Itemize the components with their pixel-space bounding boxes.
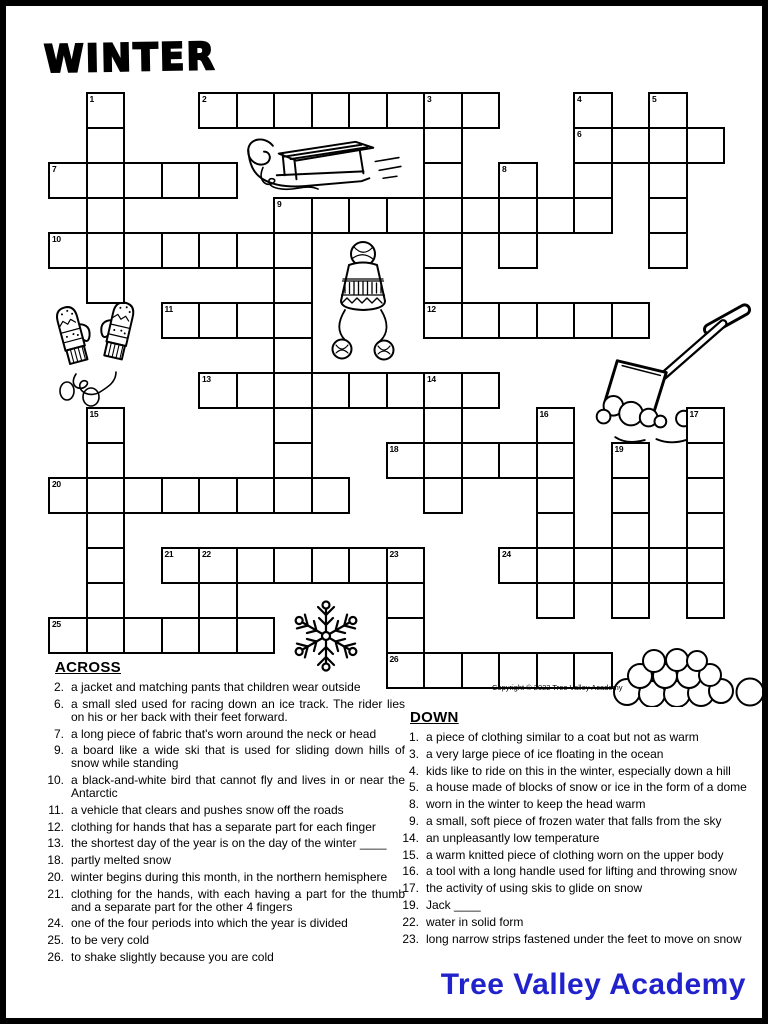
clue-item-20: [40, 871, 405, 884]
clue-number: 8: [502, 164, 507, 174]
clue-item-number: 24.: [47, 916, 64, 931]
copyright-text: Copyright © 2022 Tree Valley Academy: [492, 683, 623, 692]
grid-cell[interactable]: [686, 477, 726, 514]
grid-cell-6[interactable]: [573, 127, 613, 164]
grid-cell-21[interactable]: [161, 547, 201, 584]
grid-cell-14[interactable]: [423, 372, 463, 409]
clue-number: 4: [577, 94, 582, 104]
clue-item-4: [395, 765, 765, 778]
grid-cell[interactable]: [648, 197, 688, 234]
clue-item-6: [40, 698, 405, 724]
clue-item-text: partly melted snow: [71, 853, 172, 868]
grid-cell-13[interactable]: [198, 372, 238, 409]
clue-item-text: a small sled used for racing down an ice track. The rider lies on his or her back with their feet forward.: [71, 696, 405, 724]
grid-cell-20[interactable]: [48, 477, 88, 514]
grid-cell[interactable]: [461, 302, 501, 339]
grid-cell[interactable]: [198, 477, 238, 514]
grid-cell[interactable]: [348, 92, 388, 129]
clue-item-1: [395, 731, 765, 744]
grid-cell[interactable]: [198, 302, 238, 339]
clue-item-11: [40, 804, 405, 817]
grid-cell[interactable]: [86, 477, 126, 514]
clue-number: 3: [427, 94, 432, 104]
across-heading: ACROSS: [55, 659, 121, 676]
clue-item-number: 19.: [402, 897, 419, 912]
grid-cell[interactable]: [461, 372, 501, 409]
clue-item-text: the shortest day of the year is on the day of the winter ____: [71, 836, 387, 851]
clue-number: 17: [689, 409, 699, 419]
crossword-grid: [48, 92, 726, 690]
grid-cell[interactable]: [536, 197, 576, 234]
across-clue-list: [40, 681, 405, 964]
clue-item-number: 25.: [47, 933, 64, 948]
down-clue-list: [395, 731, 765, 945]
clue-item-number: 1.: [408, 730, 419, 744]
grid-cell[interactable]: [386, 617, 426, 654]
grid-cell[interactable]: [348, 197, 388, 234]
grid-cell[interactable]: [648, 232, 688, 269]
clue-item-text: a board like a wide ski that is used for sliding down hills of snow while standing: [71, 743, 405, 771]
clue-item-text: to be very cold: [71, 933, 150, 948]
grid-cell[interactable]: [423, 652, 463, 689]
clue-item-text: one of the four periods into which the year is divided: [71, 916, 348, 931]
clue-item-14: [395, 832, 765, 845]
clue-item-8: [395, 798, 765, 811]
grid-cell[interactable]: [123, 477, 163, 514]
grid-cell[interactable]: [648, 127, 688, 164]
clue-number: 22: [202, 549, 211, 559]
grid-cell[interactable]: [236, 92, 276, 129]
clue-number: 20: [52, 479, 61, 489]
grid-cell[interactable]: [386, 92, 426, 129]
grid-cell-25[interactable]: [48, 617, 88, 654]
grid-cell-2[interactable]: [198, 92, 238, 129]
clue-number: 24: [502, 549, 511, 559]
grid-cell[interactable]: [423, 197, 463, 234]
grid-cell[interactable]: [86, 127, 126, 164]
clue-item-text: a piece of clothing similar to a coat but not as warm: [426, 730, 699, 744]
clue-item-number: 26.: [47, 949, 64, 964]
clue-item-2: [40, 681, 405, 694]
clue-item-16: [395, 865, 765, 878]
grid-cell-17[interactable]: [686, 407, 726, 444]
grid-cell[interactable]: [161, 477, 201, 514]
grid-cell[interactable]: [86, 162, 126, 199]
clue-item-text: a jacket and matching pants that children wear outside: [71, 680, 361, 694]
clue-number: 26: [389, 654, 399, 664]
grid-cell-9[interactable]: [273, 197, 313, 234]
grid-cell-10[interactable]: [48, 232, 88, 269]
grid-cell[interactable]: [611, 302, 651, 339]
clue-item-24: [40, 917, 405, 930]
grid-cell[interactable]: [86, 512, 126, 549]
grid-cell[interactable]: [273, 302, 313, 339]
clue-number: 15: [89, 409, 99, 419]
page-title: WINTER: [43, 35, 217, 82]
clue-item-number: 11.: [48, 802, 64, 817]
grid-cell[interactable]: [198, 162, 238, 199]
clue-item-22: [395, 916, 765, 929]
clue-number: 12: [427, 304, 436, 314]
grid-cell-16[interactable]: [536, 407, 576, 444]
clue-item-text: kids like to ride on this in the winter, especially down a hill: [426, 763, 731, 778]
clue-number: 6: [577, 129, 582, 139]
grid-cell[interactable]: [611, 582, 651, 619]
clue-item-number: 5.: [408, 780, 419, 795]
grid-cell[interactable]: [611, 547, 651, 584]
grid-cell[interactable]: [423, 407, 463, 444]
grid-cell[interactable]: [536, 582, 576, 619]
clue-item-number: 12.: [47, 819, 64, 834]
grid-cell[interactable]: [311, 477, 351, 514]
grid-cell[interactable]: [348, 547, 388, 584]
grid-cell[interactable]: [273, 442, 313, 479]
grid-cell[interactable]: [161, 617, 201, 654]
grid-cell[interactable]: [236, 372, 276, 409]
grid-cell[interactable]: [423, 232, 463, 269]
clue-item-number: 6.: [53, 696, 64, 711]
grid-cell[interactable]: [498, 232, 538, 269]
grid-cell[interactable]: [536, 547, 576, 584]
grid-cell[interactable]: [236, 302, 276, 339]
clue-item-number: 3.: [408, 746, 419, 761]
clue-item-number: 2.: [53, 680, 64, 694]
grid-cell[interactable]: [423, 442, 463, 479]
clue-item-text: an unpleasantly low temperature: [426, 830, 600, 845]
clue-item-25: [40, 934, 405, 947]
clue-number: 19: [614, 444, 624, 454]
clue-item-text: a warm knitted piece of clothing worn on the upper body: [426, 847, 724, 862]
grid-cell[interactable]: [311, 197, 351, 234]
clue-item-text: clothing for hands that has a separate part for each finger: [71, 819, 376, 834]
grid-cell[interactable]: [498, 302, 538, 339]
clue-item-26: [40, 951, 405, 964]
clue-item-21: [40, 888, 405, 914]
grid-cell[interactable]: [198, 232, 238, 269]
grid-cell[interactable]: [611, 512, 651, 549]
clue-number: 18: [389, 444, 399, 454]
clue-number: 11: [164, 304, 173, 314]
grid-cell[interactable]: [611, 127, 651, 164]
grid-cell[interactable]: [86, 617, 126, 654]
clue-number: 25: [52, 619, 61, 629]
clue-item-9: [395, 815, 765, 828]
grid-cell[interactable]: [686, 547, 726, 584]
grid-cell[interactable]: [573, 197, 613, 234]
grid-cell-22[interactable]: [198, 547, 238, 584]
grid-cell[interactable]: [423, 162, 463, 199]
grid-cell-3[interactable]: [423, 92, 463, 129]
grid-cell[interactable]: [123, 162, 163, 199]
down-clues-section: [395, 709, 765, 949]
grid-cell[interactable]: [423, 477, 463, 514]
clue-item-number: 9.: [408, 813, 419, 828]
clue-item-text: water in solid form: [426, 914, 524, 929]
clue-item-number: 18.: [47, 853, 64, 868]
grid-cell[interactable]: [536, 512, 576, 549]
clue-number: 7: [52, 164, 57, 174]
grid-cell[interactable]: [161, 232, 201, 269]
clue-item-text: to shake slightly because you are cold: [71, 949, 274, 964]
grid-cell[interactable]: [423, 267, 463, 304]
grid-cell[interactable]: [386, 582, 426, 619]
grid-cell[interactable]: [273, 547, 313, 584]
clue-item-15: [395, 849, 765, 862]
grid-cell[interactable]: [573, 162, 613, 199]
clue-item-number: 16.: [402, 864, 419, 879]
grid-cell[interactable]: [123, 617, 163, 654]
clue-number: 14: [427, 374, 436, 384]
grid-cell-19[interactable]: [611, 442, 651, 479]
clue-item-text: winter begins during this month, in the northern hemisphere: [71, 869, 388, 884]
clue-number: 13: [202, 374, 211, 384]
grid-cell[interactable]: [273, 92, 313, 129]
clue-item-7: [40, 728, 405, 741]
clue-item-number: 22.: [402, 914, 419, 929]
grid-cell-15[interactable]: [86, 407, 126, 444]
grid-cell[interactable]: [498, 197, 538, 234]
clue-item-number: 4.: [408, 763, 419, 778]
clue-item-10: [40, 774, 405, 800]
clue-item-number: 14.: [402, 830, 419, 845]
clue-item-text: the activity of using skis to glide on snow: [426, 881, 643, 896]
clue-number: 9: [277, 199, 282, 209]
clue-item-number: 7.: [53, 726, 64, 741]
grid-cell[interactable]: [686, 512, 726, 549]
clue-item-text: a black-and-white bird that cannot fly and lives in or near the Antarctic: [71, 773, 405, 800]
clue-item-19: [395, 899, 765, 912]
grid-cell[interactable]: [686, 127, 726, 164]
grid-cell-5[interactable]: [648, 92, 688, 129]
grid-cell-11[interactable]: [161, 302, 201, 339]
grid-cell[interactable]: [273, 477, 313, 514]
clue-item-number: 9.: [53, 743, 64, 758]
grid-cell[interactable]: [86, 582, 126, 619]
grid-cell[interactable]: [161, 162, 201, 199]
clue-item-number: 20.: [47, 869, 64, 884]
clue-number: 16: [539, 409, 549, 419]
clue-item-12: [40, 821, 405, 834]
clue-number: 5: [652, 94, 657, 104]
clue-item-text: a tool with a long handle used for lifting and throwing snow: [426, 864, 737, 879]
grid-cell-23[interactable]: [386, 547, 426, 584]
clue-item-number: 10.: [47, 773, 64, 787]
grid-cell[interactable]: [86, 547, 126, 584]
grid-cell[interactable]: [536, 477, 576, 514]
grid-cell[interactable]: [461, 442, 501, 479]
clue-item-18: [40, 854, 405, 867]
grid-cell[interactable]: [461, 92, 501, 129]
clue-item-5: [395, 781, 765, 794]
grid-cell[interactable]: [123, 232, 163, 269]
clue-item-text: worn in the winter to keep the head warm: [426, 797, 646, 812]
grid-cell[interactable]: [273, 232, 313, 269]
grid-cell[interactable]: [86, 232, 126, 269]
grid-cell-1[interactable]: [86, 92, 126, 129]
grid-cell-7[interactable]: [48, 162, 88, 199]
clue-item-text: long narrow strips fastened under the feet to move on snow: [426, 931, 742, 946]
clue-number: 21: [164, 549, 174, 559]
grid-cell[interactable]: [236, 477, 276, 514]
grid-cell[interactable]: [273, 407, 313, 444]
grid-cell[interactable]: [198, 617, 238, 654]
grid-cell[interactable]: [536, 442, 576, 479]
down-heading: DOWN: [410, 709, 459, 726]
clue-item-text: a house made of blocks of snow or ice in the form of a dome: [426, 780, 747, 795]
grid-cell-8[interactable]: [498, 162, 538, 199]
grid-cell[interactable]: [386, 197, 426, 234]
clue-item-text: a very large piece of ice floating in the ocean: [426, 746, 664, 761]
grid-cell-12[interactable]: [423, 302, 463, 339]
grid-cell[interactable]: [686, 442, 726, 479]
grid-cell[interactable]: [86, 267, 126, 304]
clue-item-13: [40, 837, 405, 850]
grid-cell[interactable]: [573, 547, 613, 584]
clue-number: 1: [89, 94, 94, 104]
clue-item-number: 21.: [47, 886, 64, 901]
grid-cell[interactable]: [273, 337, 313, 374]
grid-cell[interactable]: [311, 92, 351, 129]
grid-cell[interactable]: [611, 477, 651, 514]
grid-cell[interactable]: [386, 372, 426, 409]
clue-number: 10: [52, 234, 61, 244]
clue-item-number: 23.: [402, 931, 419, 946]
grid-cell[interactable]: [86, 197, 126, 234]
clue-item-text: clothing for the hands, with each having a part for the thumb and a separate part for the other 4 fingers: [71, 886, 405, 914]
grid-cell[interactable]: [311, 547, 351, 584]
grid-cell[interactable]: [686, 582, 726, 619]
grid-cell[interactable]: [498, 442, 538, 479]
grid-cell-24[interactable]: [498, 547, 538, 584]
grid-cell-4[interactable]: [573, 92, 613, 129]
grid-cell[interactable]: [236, 547, 276, 584]
grid-cell[interactable]: [573, 302, 613, 339]
clue-item-text: a vehicle that clears and pushes snow off the roads: [71, 802, 344, 817]
clue-item-17: [395, 882, 765, 895]
footer-logo: Tree Valley Academy: [440, 968, 746, 1001]
grid-cell[interactable]: [423, 127, 463, 164]
clue-item-number: 8.: [408, 797, 419, 812]
grid-cell[interactable]: [461, 197, 501, 234]
grid-cell[interactable]: [536, 302, 576, 339]
clue-item-9: [40, 744, 405, 770]
clue-item-number: 17.: [402, 881, 419, 896]
grid-cell[interactable]: [273, 267, 313, 304]
grid-cell[interactable]: [236, 617, 276, 654]
clue-number: 23: [389, 549, 399, 559]
grid-cell[interactable]: [311, 372, 351, 409]
clue-item-23: [395, 933, 765, 946]
clue-item-number: 13.: [47, 836, 64, 851]
clue-item-3: [395, 748, 765, 761]
across-clues-section: [40, 659, 405, 968]
clue-item-number: 15.: [402, 847, 419, 862]
grid-cell[interactable]: [648, 162, 688, 199]
clue-item-text: a long piece of fabric that's worn around the neck or head: [71, 726, 377, 741]
clue-number: 2: [202, 94, 207, 104]
grid-cell[interactable]: [348, 372, 388, 409]
grid-cell[interactable]: [236, 232, 276, 269]
clue-item-text: Jack ____: [426, 897, 481, 912]
grid-cell[interactable]: [273, 372, 313, 409]
grid-cell-18[interactable]: [386, 442, 426, 479]
grid-cell[interactable]: [648, 547, 688, 584]
grid-cell[interactable]: [198, 582, 238, 619]
grid-cell[interactable]: [86, 442, 126, 479]
clue-item-text: a small, soft piece of frozen water that falls from the sky: [426, 813, 722, 828]
